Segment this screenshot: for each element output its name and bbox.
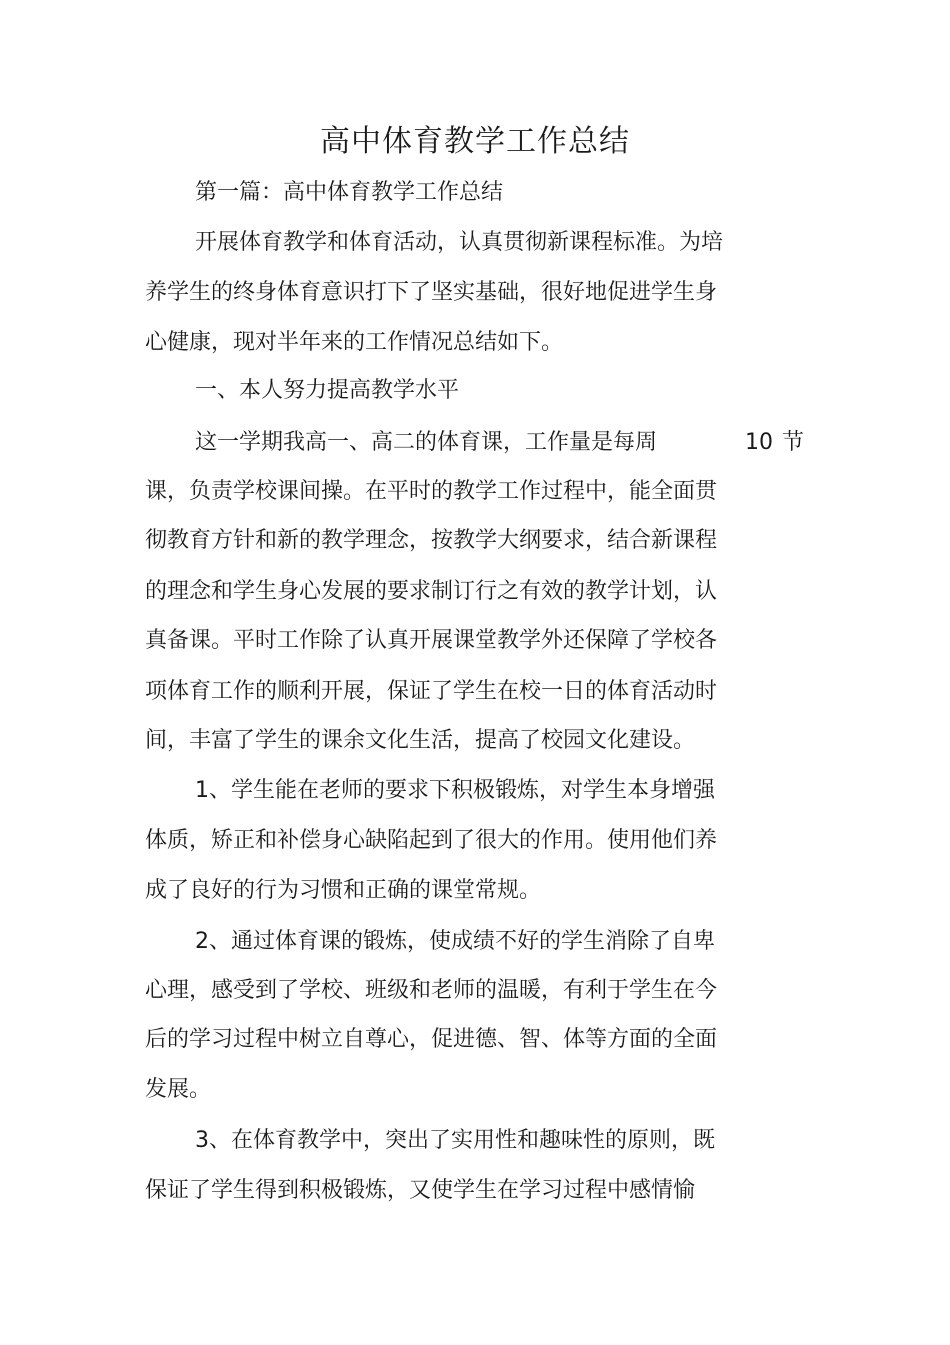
item1-line-3: 成了良好的行为习惯和正确的课堂常规。 (145, 878, 542, 903)
document-title: 高中体育教学工作总结 (320, 124, 630, 159)
para1-unit: 节 (782, 430, 805, 455)
para1-line-2: 课，负责学校课间操。在平时的教学工作过程中，能全面贯 (145, 479, 718, 504)
item2-line-2: 心理，感受到了学校、班级和老师的温暖，有利于学生在今 (145, 978, 718, 1003)
intro-line-3: 心健康，现对半年来的工作情况总结如下。 (145, 330, 564, 355)
para1-line-7: 间，丰富了学生的课余文化生活，提高了校园文化建设。 (145, 728, 696, 753)
para1-line-6: 项体育工作的顺利开展，保证了学生在校一日的体育活动时 (145, 679, 718, 704)
section-heading: 一、本人努力提高教学水平 (195, 378, 460, 403)
para1-line-3: 彻教育方针和新的教学理念，按教学大纲要求，结合新课程 (145, 528, 718, 553)
para1-line-5: 真备课。平时工作除了认真开展课堂教学外还保障了学校各 (145, 628, 718, 653)
para1-line-4: 的理念和学生身心发展的要求制订行之有效的教学计划，认 (145, 579, 718, 604)
item1-line-2: 体质，矫正和补偿身心缺陷起到了很大的作用。使用他们养 (145, 828, 718, 853)
document-subtitle: 第一篇：高中体育教学工作总结 (195, 180, 504, 205)
item3-line-2: 保证了学生得到积极锻炼，又使学生在学习过程中感情愉 (145, 1178, 696, 1203)
para1-line-1: 这一学期我高一、高二的体育课，工作量是每周 (195, 430, 658, 455)
intro-line-2: 养学生的终身体育意识打下了坚实基础，很好地促进学生身 (145, 280, 718, 305)
item2-line-1: 2、通过体育课的锻炼，使成绩不好的学生消除了自卑 (195, 929, 715, 954)
para1-number: 10 (745, 430, 773, 455)
item2-line-4: 发展。 (145, 1077, 212, 1102)
item1-line-1: 1、学生能在老师的要求下积极锻炼，对学生本身增强 (195, 778, 715, 803)
item3-line-1: 3、在体育教学中，突出了实用性和趣味性的原则，既 (195, 1128, 715, 1153)
item2-line-3: 后的学习过程中树立自尊心，促进德、智、体等方面的全面 (145, 1027, 718, 1052)
intro-line-1: 开展体育教学和体育活动，认真贯彻新课程标准。为培 (195, 230, 724, 255)
